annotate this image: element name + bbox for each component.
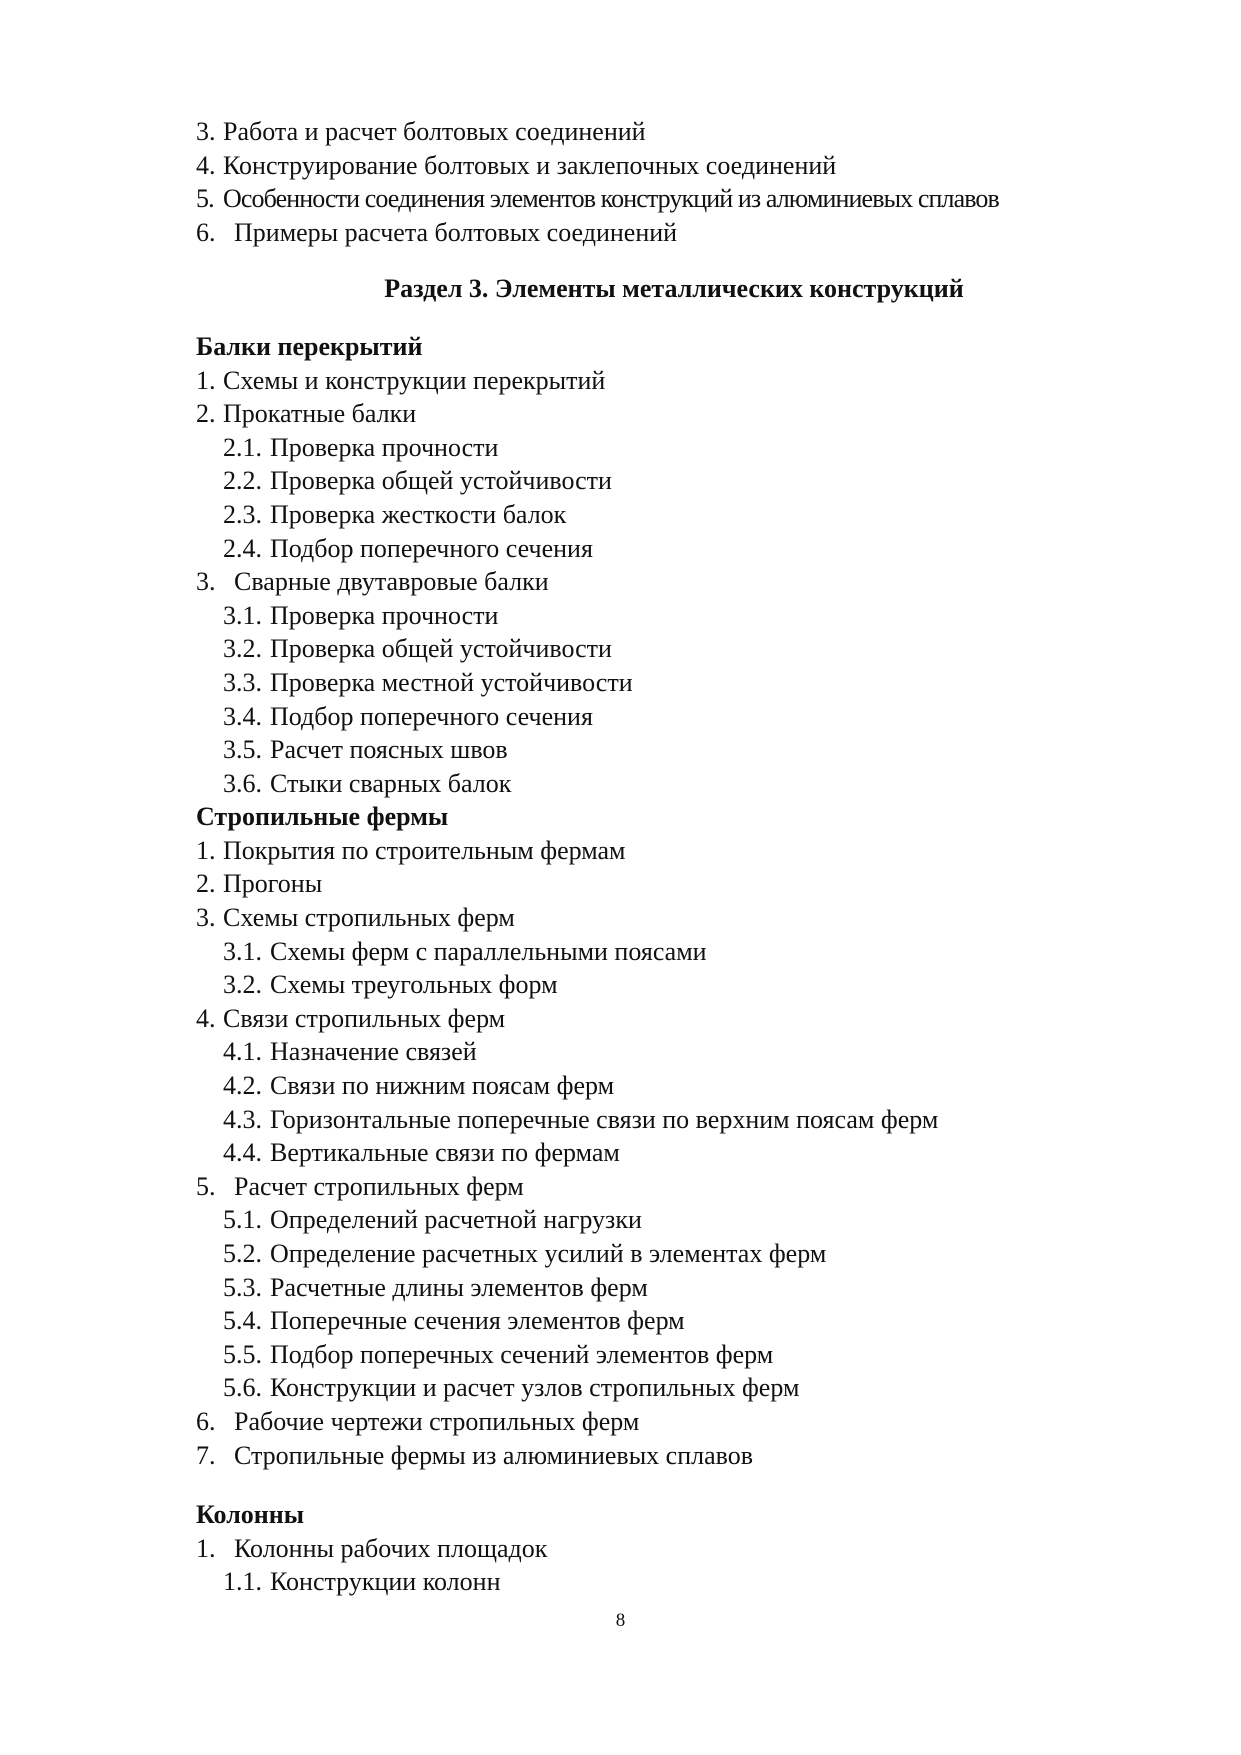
item-number: 5.3. (223, 1272, 262, 1302)
item-number: 3.6. (223, 768, 262, 798)
item-text: Поперечные сечения элементов ферм (270, 1306, 685, 1336)
item-number: 3.1. (223, 936, 262, 966)
list-subitem (196, 1136, 1156, 1170)
item-number: 4.3. (223, 1104, 262, 1134)
list-subitem (196, 666, 1156, 700)
item-number: 4. (196, 1003, 216, 1033)
list-item (196, 565, 1156, 599)
list-subitem (196, 1035, 1156, 1069)
item-text: Проверка местной устойчивости (270, 667, 633, 697)
list-item (196, 834, 1156, 868)
item-text: Проверка прочности (270, 600, 499, 630)
page-number: 8 (615, 1610, 626, 1631)
section-title: Раздел 3. Элементы металлических конструкций (384, 274, 964, 304)
list-subitem (196, 1371, 1156, 1405)
item-number: 6. (196, 1406, 216, 1436)
item-number: 6. (196, 217, 216, 247)
list-item (196, 1002, 1156, 1036)
list-item (196, 1405, 1156, 1439)
list-subitem (196, 599, 1156, 633)
item-text: Назначение связей (270, 1037, 477, 1067)
item-text: Стропильные фермы из алюминиевых сплавов (234, 1440, 754, 1470)
list-item (196, 1532, 1156, 1566)
item-text: Покрытия по строительным фермам (223, 835, 626, 865)
item-text: Конструкции колонн (270, 1567, 501, 1597)
item-number: 3.5. (223, 735, 262, 765)
item-number: 3. (196, 117, 216, 146)
list-item (196, 182, 1156, 216)
list-item (196, 901, 1156, 935)
item-number: 3. (196, 903, 216, 933)
item-text: Проверка общей устойчивости (270, 634, 612, 664)
table-of-contents (196, 115, 1156, 1599)
list-item (196, 149, 1156, 183)
item-text: Расчет стропильных ферм (234, 1171, 524, 1201)
item-text: Подбор поперечного сечения (270, 533, 593, 563)
item-number: 1. (196, 835, 216, 865)
subsection-heading-beams: Балки перекрытий (196, 331, 423, 361)
item-text: Расчет поясных швов (270, 735, 508, 765)
item-text: Прокатные балки (223, 399, 417, 429)
item-number: 2. (196, 869, 216, 899)
item-number: 5.6. (223, 1373, 262, 1403)
item-text: Особенности соединения элементов конструкций из алюминиевых сплавов (223, 184, 999, 214)
list-subitem (196, 498, 1156, 532)
item-text: Схемы треугольных форм (270, 970, 558, 1000)
item-number: 2. (196, 399, 216, 429)
item-number: 3.2. (223, 970, 262, 1000)
item-text: Связи стропильных ферм (223, 1003, 506, 1033)
item-text: Схемы стропильных ферм (223, 903, 515, 933)
list-subitem (196, 1237, 1156, 1271)
list-subitem (196, 935, 1156, 969)
item-text: Рабочие чертежи стропильных ферм (234, 1406, 640, 1436)
item-text: Расчетные длины элементов ферм (270, 1272, 648, 1302)
item-number: 2.2. (223, 466, 262, 496)
item-number: 2.4. (223, 533, 262, 563)
item-text: Определение расчетных усилий в элементах ферм (270, 1239, 827, 1268)
item-number: 3.1. (223, 600, 262, 630)
item-number: 4.1. (223, 1037, 262, 1067)
item-text: Колонны рабочих площадок (234, 1533, 548, 1563)
item-text: Конструирование болтовых и заклепочных соединений (223, 150, 837, 180)
list-subitem (196, 1203, 1156, 1237)
item-number: 3.2. (223, 634, 262, 664)
list-subitem (196, 733, 1156, 767)
list-subitem (196, 700, 1156, 734)
list-subitem (196, 431, 1156, 465)
item-number: 4. (196, 150, 216, 180)
item-text: Проверка жесткости балок (270, 499, 567, 529)
list-subitem (196, 1565, 1156, 1599)
item-text: Определений расчетной нагрузки (270, 1205, 642, 1235)
item-number: 5.2. (223, 1239, 262, 1268)
item-number: 5.5. (223, 1339, 262, 1369)
item-number: 5.4. (223, 1306, 262, 1336)
list-item (196, 115, 1156, 149)
list-subitem (196, 1069, 1156, 1103)
item-number: 4.2. (223, 1071, 262, 1101)
item-number: 1. (196, 365, 216, 395)
list-subitem (196, 1304, 1156, 1338)
list-subitem (196, 767, 1156, 801)
item-number: 4.4. (223, 1138, 262, 1168)
item-number: 3. (196, 567, 216, 597)
item-text: Стыки сварных балок (270, 768, 512, 798)
item-number: 2.3. (223, 499, 262, 529)
list-subitem (196, 1338, 1156, 1372)
item-number: 1. (196, 1533, 216, 1563)
item-text: Подбор поперечного сечения (270, 701, 593, 731)
list-subitem (196, 532, 1156, 566)
list-item (196, 1439, 1156, 1473)
item-number: 2.1. (223, 432, 262, 462)
item-text: Связи по нижним поясам ферм (270, 1071, 615, 1101)
item-text: Подбор поперечных сечений элементов ферм (270, 1339, 774, 1369)
item-text: Примеры расчета болтовых соединений (234, 217, 678, 247)
item-text: Схемы и конструкции перекрытий (223, 365, 606, 395)
item-number: 1.1. (223, 1567, 262, 1597)
item-text: Работа и расчет болтовых соединений (223, 117, 646, 146)
list-item (196, 867, 1156, 901)
list-subitem (196, 464, 1156, 498)
list-subitem (196, 968, 1156, 1002)
item-text: Проверка прочности (270, 432, 499, 462)
item-text: Конструкции и расчет узлов стропильных ферм (270, 1373, 800, 1403)
item-number: 3.4. (223, 701, 262, 731)
subsection-heading-columns: Колонны (196, 1500, 305, 1530)
list-item (196, 216, 1156, 250)
item-text: Схемы ферм с параллельными поясами (270, 936, 707, 966)
item-text: Проверка общей устойчивости (270, 466, 612, 496)
list-subitem (196, 632, 1156, 666)
item-number: 5. (196, 184, 214, 214)
item-number: 5.1. (223, 1205, 262, 1235)
list-item (196, 397, 1156, 431)
item-text: Прогоны (223, 869, 323, 899)
item-text: Вертикальные связи по фермам (270, 1138, 620, 1168)
item-number: 5. (196, 1171, 216, 1201)
subsection-heading-trusses: Стропильные фермы (196, 802, 449, 832)
list-item (196, 1170, 1156, 1204)
item-text: Горизонтальные поперечные связи по верхним поясам ферм (270, 1104, 939, 1134)
item-text: Сварные двутавровые балки (234, 567, 549, 597)
list-subitem (196, 1271, 1156, 1305)
item-number: 3.3. (223, 667, 262, 697)
list-subitem (196, 1103, 1156, 1137)
item-number: 7. (196, 1440, 216, 1470)
list-item (196, 364, 1156, 398)
